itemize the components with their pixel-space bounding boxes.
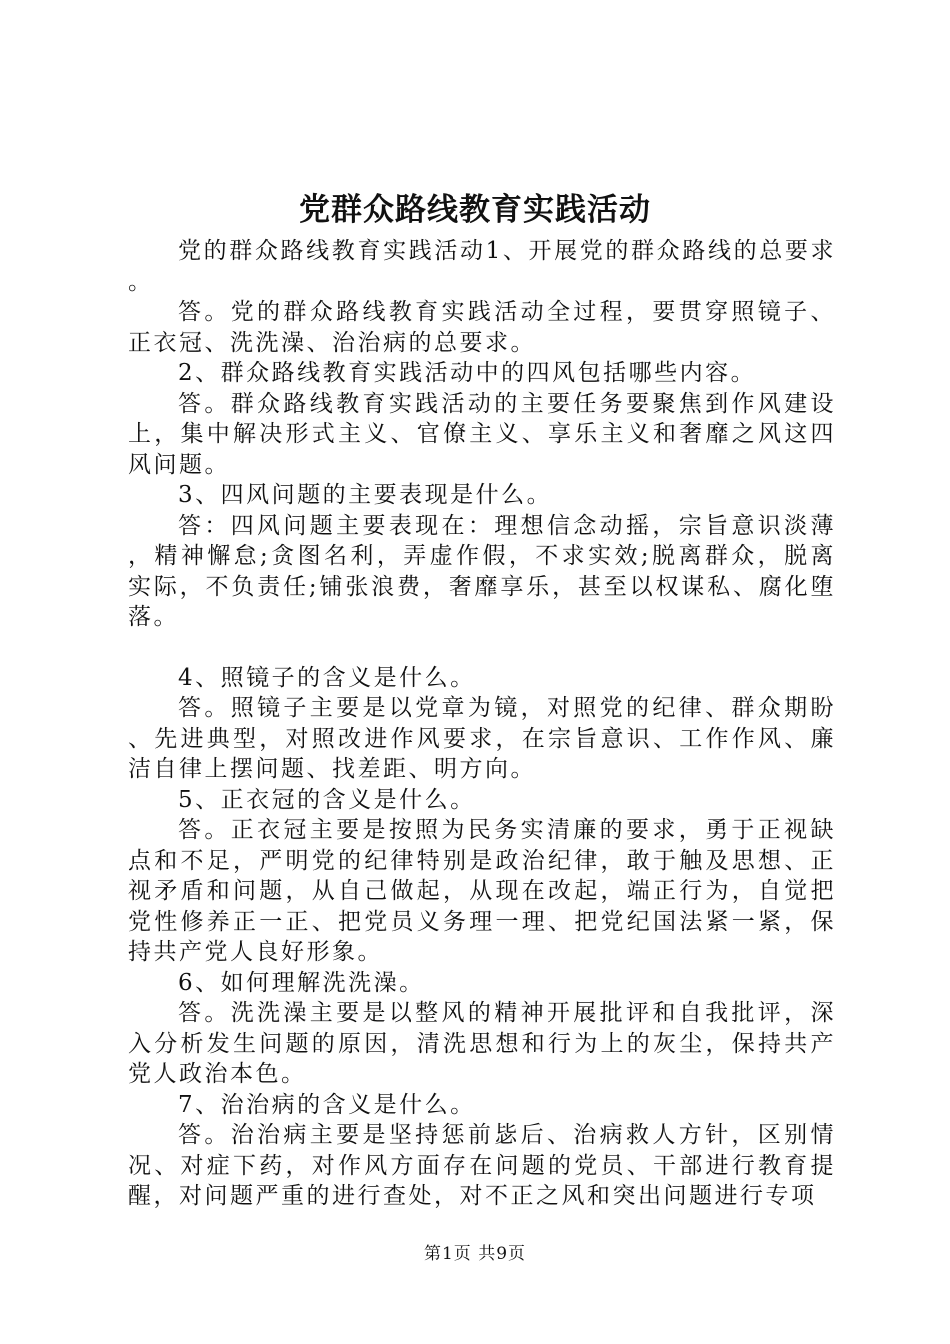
paragraph: 党的群众路线教育实践活动1、开展党的群众路线的总要求。	[128, 238, 836, 295]
paragraph: 4、照镜子的含义是什么。	[178, 664, 476, 691]
document-title: 党群众路线教育实践活动	[299, 192, 651, 228]
page-footer: 第1页 共9页	[423, 1244, 527, 1264]
document-body	[128, 236, 836, 1212]
paragraph: 答。正衣冠主要是按照为民务实清廉的要求，勇于正视缺点和不足，严明党的纪律特别是政治纪律，敢于触及思想、正视矛盾和问题，从自己做起，从现在改起，端正行为，自觉把党性修养正一正、把党员义务理一理、把党纪国法紧一紧，保持共产党人良好形象。	[128, 817, 836, 965]
paragraph: 2、群众路线教育实践活动中的四风包括哪些内容。	[178, 360, 757, 386]
paragraph: 答。洗洗澡主要是以整风的精神开展批评和自我批评，深入分析发生问题的原因，清洗思想和行为上的灰尘，保持共产党人政治本色。	[128, 1000, 836, 1087]
paragraph: 答：四风问题主要表现在：理想信念动摇，宗旨意识淡薄，精神懈怠;贪图名利，弄虚作假，不求实效;脱离群众，脱离实际，不负责任;铺张浪费，奢靡享乐，甚至以权谋私、腐化堕落。	[128, 512, 836, 630]
paragraph: 5、正衣冠的含义是什么。	[178, 786, 476, 813]
paragraph: 7、治治病的含义是什么。	[178, 1091, 476, 1118]
paragraph: 答。党的群众路线教育实践活动全过程，要贯穿照镜子、正衣冠、洗洗澡、治治病的总要求。	[128, 299, 836, 356]
paragraph: 答。群众路线教育实践活动的主要任务要聚焦到作风建设上，集中解决形式主义、官僚主义、享乐主义和奢靡之风这四风问题。	[128, 390, 836, 478]
paragraph: 3、四风问题的主要表现是什么。	[178, 482, 553, 508]
paragraph: 答。治治病主要是坚持惩前毖后、治病救人方针，区别情况、对症下药，对作风方面存在问题的党员、干部进行教育提醒，对问题严重的进行查处，对不正之风和突出问题进行专项	[128, 1122, 836, 1209]
paragraph: 答。照镜子主要是以党章为镜，对照党的纪律、群众期盼、先进典型，对照改进作风要求，在宗旨意识、工作作风、廉洁自律上摆问题、找差距、明方向。	[128, 695, 836, 782]
paragraph: 6、如何理解洗洗澡。	[178, 969, 425, 996]
